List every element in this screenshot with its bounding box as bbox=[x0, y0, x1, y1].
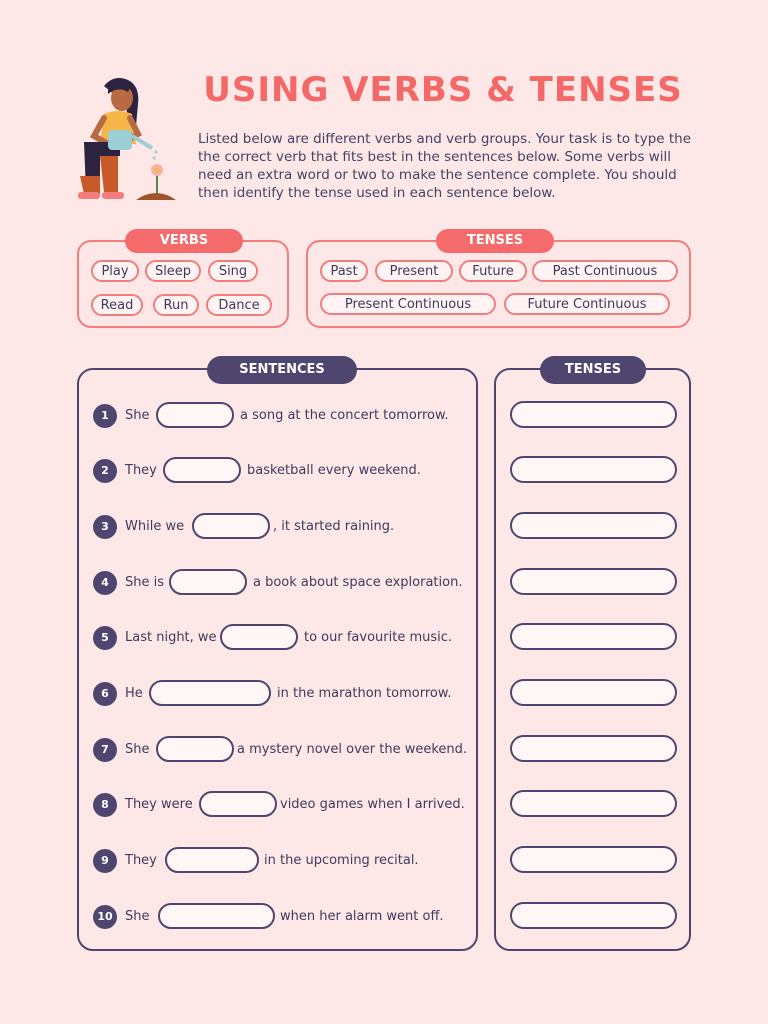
tense-answer-field[interactable] bbox=[510, 679, 677, 706]
tense-chip: Past Continuous bbox=[532, 260, 678, 282]
sentence-number: 2 bbox=[93, 459, 117, 483]
verb-chip: Sleep bbox=[145, 260, 201, 282]
sentence-start: While we bbox=[125, 519, 185, 534]
tense-answer-field[interactable] bbox=[510, 568, 677, 595]
sentence-start: She is bbox=[125, 575, 165, 590]
tense-answer-field[interactable] bbox=[510, 623, 677, 650]
verb-answer-field[interactable] bbox=[156, 402, 234, 428]
sentence-start: He bbox=[125, 686, 143, 701]
verb-answer-field[interactable] bbox=[163, 457, 241, 483]
tense-answer-field[interactable] bbox=[510, 456, 677, 483]
sentence-number: 4 bbox=[93, 571, 117, 595]
sentence-start: They bbox=[125, 853, 157, 868]
sentence-start: She bbox=[125, 408, 150, 423]
tense-chip: Present Continuous bbox=[320, 293, 496, 315]
sentence-end: to our favourite music. bbox=[304, 630, 453, 645]
verbs-word-bank bbox=[77, 233, 289, 328]
sentence-number: 6 bbox=[93, 682, 117, 706]
tense-chip: Past bbox=[320, 260, 368, 282]
verb-answer-field[interactable] bbox=[199, 791, 277, 817]
tense-answers-heading: TENSES bbox=[540, 356, 646, 384]
tenses-heading: TENSES bbox=[436, 229, 554, 253]
sentence-start: They bbox=[125, 463, 157, 478]
sentence-end: a song at the concert tomorrow. bbox=[240, 408, 449, 423]
sentences-heading: SENTENCES bbox=[207, 356, 357, 384]
tense-chip: Future Continuous bbox=[504, 293, 670, 315]
verb-chip: Read bbox=[91, 294, 143, 316]
sentence-end: when her alarm went off. bbox=[280, 909, 444, 924]
sentence-end: in the marathon tomorrow. bbox=[277, 686, 452, 701]
sentence-number: 8 bbox=[93, 793, 117, 817]
sentence-number: 3 bbox=[93, 515, 117, 539]
verb-answer-field[interactable] bbox=[158, 903, 275, 929]
sentence-end: a mystery novel over the weekend. bbox=[237, 742, 468, 757]
instructions-text: Listed below are different verbs and verb groups. Your task is to type the the correct verb that fits best in the sentences below. Some verbs will need an extra word or two to make the sentence complete. You should then identify the tense used in each sentence below. bbox=[198, 131, 692, 201]
sentence-start: They were bbox=[125, 797, 193, 812]
tense-answers-panel bbox=[494, 362, 691, 951]
sentence-number: 7 bbox=[93, 738, 117, 762]
verbs-heading: VERBS bbox=[125, 229, 243, 253]
tense-answer-field[interactable] bbox=[510, 735, 677, 762]
tense-answer-field[interactable] bbox=[510, 902, 677, 929]
verb-chip: Play bbox=[91, 260, 139, 282]
sentence-end: , it started raining. bbox=[273, 519, 395, 534]
sentence-end: a book about space exploration. bbox=[253, 575, 463, 590]
sentence-end: video games when I arrived. bbox=[280, 797, 465, 812]
sentence-end: in the upcoming recital. bbox=[264, 853, 419, 868]
verb-chip: Run bbox=[153, 294, 199, 316]
tense-answer-field[interactable] bbox=[510, 846, 677, 873]
sentence-number: 1 bbox=[93, 404, 117, 428]
verb-chip: Sing bbox=[208, 260, 258, 282]
tense-answer-field[interactable] bbox=[510, 790, 677, 817]
verb-answer-field[interactable] bbox=[169, 569, 247, 595]
verb-answer-field[interactable] bbox=[156, 736, 234, 762]
verb-answer-field[interactable] bbox=[192, 513, 270, 539]
girl-watering-flower-icon bbox=[74, 72, 184, 204]
verb-answer-field[interactable] bbox=[165, 847, 259, 873]
verb-chip: Dance bbox=[206, 294, 272, 316]
sentence-number: 5 bbox=[93, 626, 117, 650]
sentence-start: She bbox=[125, 742, 150, 757]
sentences-panel bbox=[77, 362, 478, 951]
sentence-number: 10 bbox=[93, 905, 117, 929]
tense-chip: Present bbox=[375, 260, 453, 282]
tense-answer-field[interactable] bbox=[510, 512, 677, 539]
tense-answer-field[interactable] bbox=[510, 401, 677, 428]
sentence-number: 9 bbox=[93, 849, 117, 873]
tense-chip: Future bbox=[459, 260, 527, 282]
verb-answer-field[interactable] bbox=[149, 680, 271, 706]
sentence-end: basketball every weekend. bbox=[247, 463, 421, 478]
sentence-start: She bbox=[125, 909, 150, 924]
tenses-word-bank bbox=[306, 233, 691, 328]
verb-answer-field[interactable] bbox=[220, 624, 298, 650]
sentence-start: Last night, we bbox=[125, 630, 217, 645]
page-title: USING VERBS & TENSES bbox=[203, 70, 683, 110]
